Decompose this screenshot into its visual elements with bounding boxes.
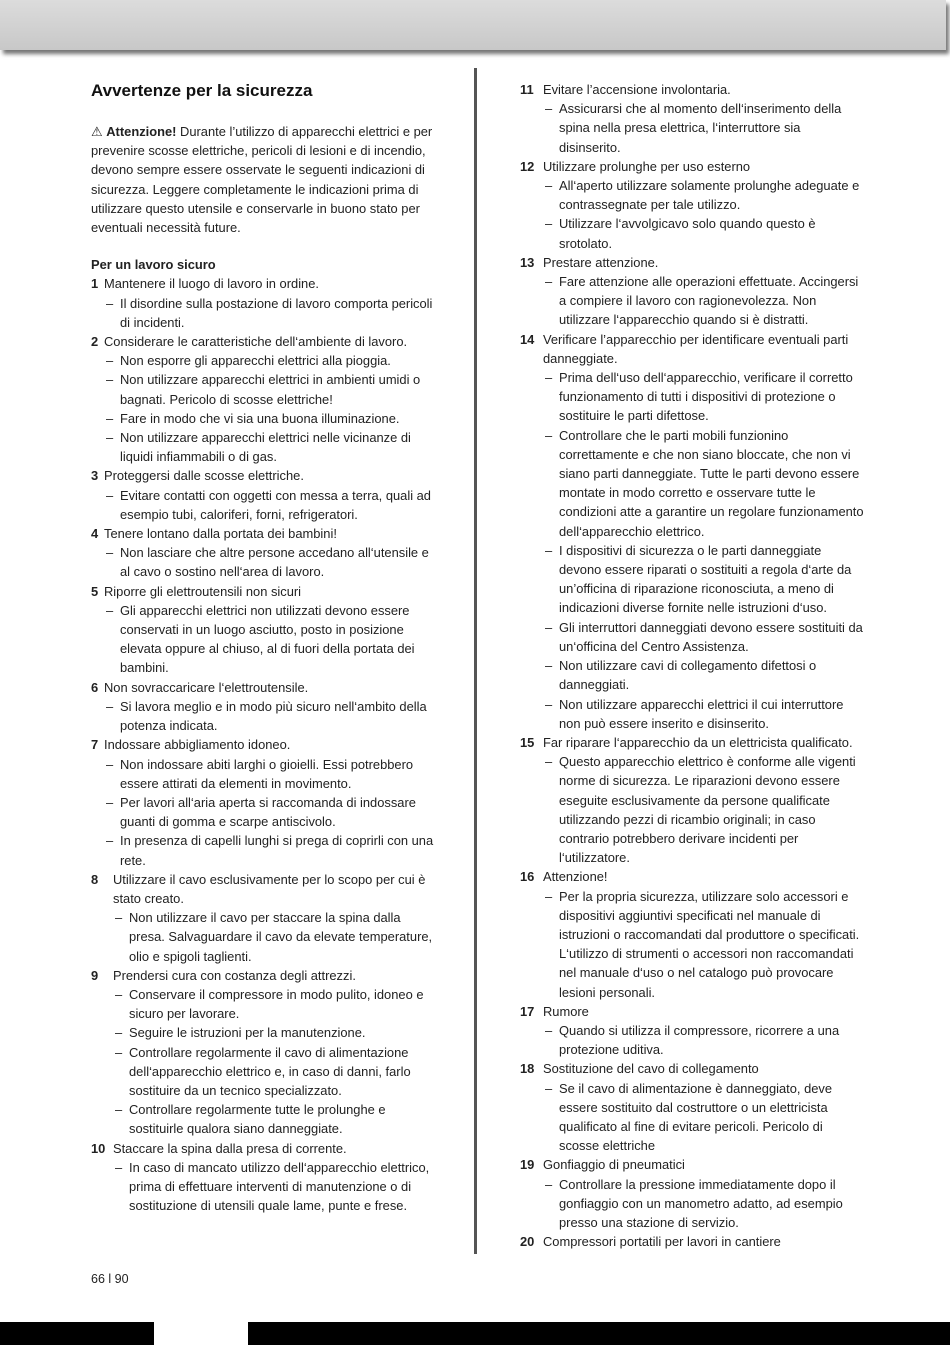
sub-point-text: Non utilizzare cavi di collegamento difettosi o danneggiati. xyxy=(559,658,817,693)
sub-point-text: Questo apparecchio elettrico è conforme alle vigenti norme di sicurezza. Le riparazioni devono essere eseguite esclusivamente da persone qualificate utilizzando pezzi di ricambio originali; in caso contrario potrebbero derivare incidenti per l‘utilizzatore. xyxy=(559,754,856,866)
safety-item xyxy=(520,80,865,157)
sub-point-text: Gli apparecchi elettrici non utilizzati devono essere conservati in un luogo asciutto, posto in posizione elevata oppure al chiuso, al di fuori della portata dei bambini. xyxy=(120,602,415,676)
sub-point-text: Controllare la pressione immediatamente dopo il gonfiaggio con un manometro adatto, ad esempio presso una stazione di servizio. xyxy=(559,1176,843,1230)
sub-point-text: Gli interruttori danneggiati devono essere sostituiti da un‘officina del Centro Assistenza. xyxy=(559,619,863,654)
item-number: 10 xyxy=(91,1140,106,1156)
dash-bullet: – xyxy=(545,754,553,770)
sub-point-text: Non lasciare che altre persone accedano all‘utensile e al cavo o sostino nell‘area di lavoro. xyxy=(120,545,429,580)
safety-item-heading xyxy=(91,524,436,543)
sub-point-text: Si lavora meglio e in modo più sicuro nell‘ambito della potenza indicata. xyxy=(120,698,427,734)
sub-point xyxy=(91,543,436,581)
dash-bullet: – xyxy=(106,794,114,810)
item-title: Tenere lontano dalla portata dei bambini! xyxy=(104,526,337,542)
safety-item-heading xyxy=(520,1232,865,1251)
safety-item-heading xyxy=(91,735,436,754)
sub-point-text: Fare attenzione alle operazioni effettuate. Accingersi a compiere il lavoro con ragionevolezza. Non utilizzare l‘apparecchio quando si è distratti. xyxy=(559,274,859,328)
safety-item-heading xyxy=(520,867,865,886)
sub-point xyxy=(91,409,436,428)
sub-point xyxy=(520,1175,865,1233)
sub-point xyxy=(520,656,865,694)
dash-bullet: – xyxy=(545,274,553,290)
dash-bullet: – xyxy=(545,1176,553,1192)
dash-bullet: – xyxy=(106,756,114,772)
sub-point xyxy=(91,428,436,466)
item-title: Evitare l’accensione involontaria. xyxy=(543,82,731,97)
item-number: 20 xyxy=(520,1234,535,1250)
item-title: Attenzione! xyxy=(543,869,608,885)
safety-item xyxy=(520,1232,865,1251)
sub-point xyxy=(91,370,436,408)
dash-bullet: – xyxy=(545,101,553,117)
safety-item xyxy=(520,867,865,1001)
intro-paragraph xyxy=(91,122,436,237)
item-number: 3 xyxy=(91,468,99,484)
item-title: Sostituzione del cavo di collegamento xyxy=(543,1061,759,1077)
intro-attention-label: Attenzione! xyxy=(106,124,177,139)
right-item-list xyxy=(520,80,865,1251)
sub-point-text: Prima dell‘uso dell‘apparecchio, verificare il corretto funzionamento di tutti i dispositivi di protezione o sostituire le parti difettose. xyxy=(559,370,853,424)
dash-bullet: – xyxy=(106,602,114,618)
item-title: Compressori portatili per lavori in cantiere xyxy=(543,1234,781,1250)
sub-point-text: Non utilizzare apparecchi elettrici il cui interruttore non può essere inserito e disinserito. xyxy=(559,696,844,731)
safety-item xyxy=(520,1059,865,1155)
safety-item xyxy=(520,1155,865,1232)
dash-bullet: – xyxy=(106,295,114,311)
item-number: 2 xyxy=(91,334,99,350)
dash-bullet: – xyxy=(106,372,114,388)
warning-icon: ⚠ xyxy=(91,124,103,139)
dash-bullet: – xyxy=(106,487,114,503)
safety-item-heading xyxy=(520,157,865,176)
safety-item xyxy=(91,966,436,1139)
item-title: Riporre gli elettroutensili non sicuri xyxy=(104,583,302,599)
sub-point-text: Non esporre gli apparecchi elettrici alla pioggia. xyxy=(120,353,391,369)
sub-point-text: Controllare regolarmente il cavo di alimentazione dell‘apparecchio elettrico e, in caso di danni, farlo sostituire da un tecnico specializzato. xyxy=(129,1044,411,1098)
sub-point-text: All‘aperto utilizzare solamente prolunghe adeguate e contrassegnate per tale utilizzo. xyxy=(559,178,860,213)
dash-bullet: – xyxy=(545,658,553,674)
safety-item-heading xyxy=(520,1002,865,1021)
dash-bullet: – xyxy=(106,410,114,426)
sub-point-text: Utilizzare l‘avvolgicavo solo quando questo è srotolato. xyxy=(559,216,816,251)
item-number: 1 xyxy=(91,276,99,292)
sub-point-text: Controllare che le parti mobili funzionino correttamente e che non siano bloccate, che non vi siano parti danneggiate. Tutte le parti devono essere montate in modo corretto e osservare tutte le condizioni atte a garantire un regolare funzionamento dell‘apparecchio elettrico. xyxy=(559,427,864,539)
sub-point-text: In presenza di capelli lunghi si prega di coprirli con una rete. xyxy=(120,833,434,868)
item-number: 17 xyxy=(520,1003,535,1019)
safety-item-heading xyxy=(91,582,436,601)
dash-bullet: – xyxy=(545,542,553,558)
safety-item xyxy=(520,253,865,330)
dash-bullet: – xyxy=(115,1102,123,1118)
item-number: 8 xyxy=(91,871,99,887)
item-number: 6 xyxy=(91,679,99,695)
sub-point xyxy=(91,755,436,793)
sub-point xyxy=(91,294,436,332)
item-title: Far riparare l‘apparecchio da un elettricista qualificato. xyxy=(543,734,853,750)
item-title: Prendersi cura con costanza degli attrezzi. xyxy=(113,967,356,983)
sub-point-text: I dispositivi di sicurezza o le parti danneggiate devono essere riparati o sostituiti a regola d‘arte da un’officina di riparazione riconosciuta, a meno di indicazioni diverse fornite nelle istruzioni d‘uso. xyxy=(559,542,852,616)
safety-item xyxy=(91,582,436,678)
dash-bullet: – xyxy=(545,888,553,904)
item-title: Indossare abbigliamento idoneo. xyxy=(104,737,291,753)
dash-bullet: – xyxy=(106,698,114,714)
column-divider xyxy=(474,68,477,1254)
footer-bar-left xyxy=(0,1322,154,1345)
item-number: 13 xyxy=(520,254,535,270)
sub-point xyxy=(520,1021,865,1059)
item-number: 12 xyxy=(520,158,535,174)
dash-bullet: – xyxy=(106,833,114,849)
safety-item-heading xyxy=(520,1059,865,1078)
item-title: Verificare l’apparecchio per identificare eventuali parti danneggiate. xyxy=(543,331,849,366)
sub-point xyxy=(520,695,865,733)
dash-bullet: – xyxy=(115,910,123,926)
sub-point-text: Il disordine sulla postazione di lavoro comporta pericoli di incidenti. xyxy=(120,295,433,330)
safety-item-heading xyxy=(91,870,436,908)
safety-item-heading xyxy=(91,678,436,697)
safety-item-heading xyxy=(520,733,865,752)
dash-bullet: – xyxy=(545,216,553,232)
item-number: 15 xyxy=(520,734,535,750)
item-title: Gonfiaggio di pneumatici xyxy=(543,1157,685,1173)
dash-bullet: – xyxy=(545,1022,553,1038)
right-column xyxy=(520,80,865,1251)
sub-point xyxy=(91,1158,436,1216)
sub-point-text: Assicurarsi che al momento dell‘inserimento della spina nella presa elettrica, l‘interruttore sia disinserito. xyxy=(559,101,842,155)
sub-point xyxy=(520,176,865,214)
safety-item xyxy=(520,330,865,733)
safety-item-heading xyxy=(91,332,436,351)
sub-point xyxy=(91,831,436,869)
item-title: Staccare la spina dalla presa di corrente. xyxy=(113,1140,347,1156)
dash-bullet: – xyxy=(115,1025,123,1041)
item-title: Utilizzare il cavo esclusivamente per lo scopo per cui è stato creato. xyxy=(113,871,426,906)
item-number: 19 xyxy=(520,1157,535,1173)
sub-point xyxy=(91,351,436,370)
sub-point xyxy=(520,752,865,867)
item-number: 4 xyxy=(91,526,99,542)
sub-point-text: Evitare contatti con oggetti con messa a terra, quali ad esempio tubi, caloriferi, forni, refrigeratori. xyxy=(120,487,431,522)
dash-bullet: – xyxy=(545,178,553,194)
item-title: Considerare le caratteristiche dell‘ambiente di lavoro. xyxy=(104,334,408,350)
safety-item xyxy=(91,524,436,582)
sub-point xyxy=(91,486,436,524)
dash-bullet: – xyxy=(115,1159,123,1175)
dash-bullet: – xyxy=(115,986,123,1002)
sub-point-text: Non utilizzare apparecchi elettrici nelle vicinanze di liquidi infiammabili o di gas. xyxy=(120,430,411,465)
sub-point-text: Non utilizzare il cavo per staccare la spina dalla presa. Salvaguardare il cavo da elevate temperature, olio e spigoli taglienti. xyxy=(129,910,433,964)
item-title: Utilizzare prolunghe per uso esterno xyxy=(543,158,751,174)
item-number: 7 xyxy=(91,737,99,753)
page-number: 66 l 90 xyxy=(91,1272,129,1286)
sub-point xyxy=(91,697,436,735)
sub-point xyxy=(91,1023,436,1042)
safety-item xyxy=(91,1139,436,1216)
item-number: 14 xyxy=(520,331,535,347)
sub-point xyxy=(91,793,436,831)
item-title: Non sovraccaricare l‘elettroutensile. xyxy=(104,679,309,695)
sub-point-text: Non indossare abiti larghi o gioielli. Essi potrebbero essere attirati da elementi in movimento. xyxy=(120,756,414,791)
sub-point-text: Non utilizzare apparecchi elettrici in ambienti umidi o bagnati. Pericolo di scosse elettriche! xyxy=(120,372,421,407)
sub-point-text: Se il cavo di alimentazione è danneggiato, deve essere sostituito dal costruttore o un elettricista qualificato al fine di evitare pericoli. Pericolo di scosse elettriche xyxy=(559,1080,833,1154)
safety-item-heading xyxy=(520,80,865,99)
safety-item xyxy=(520,157,865,253)
sub-point xyxy=(91,908,436,966)
safety-item-heading xyxy=(91,966,436,985)
safety-item xyxy=(91,332,436,466)
safety-item xyxy=(91,870,436,966)
sub-point xyxy=(520,99,865,157)
sub-point-text: Quando si utilizza il compressore, ricorrere a una protezione uditiva. xyxy=(559,1022,840,1058)
sub-point-text: In caso di mancato utilizzo dell‘apparecchio elettrico, prima di effettuare interventi di manutenzione o di sostituzione di utensili quale lame, punte e frese. xyxy=(129,1159,430,1214)
safety-item xyxy=(520,733,865,867)
dash-bullet: – xyxy=(106,353,114,369)
sub-point xyxy=(520,272,865,330)
sub-point xyxy=(520,214,865,252)
safety-item-heading xyxy=(91,466,436,485)
sub-point xyxy=(520,368,865,426)
safety-item-heading xyxy=(520,253,865,272)
sub-point xyxy=(520,1079,865,1156)
item-number: 5 xyxy=(91,583,99,599)
sub-point-text: Seguire le istruzioni per la manutenzione. xyxy=(129,1025,366,1041)
header-bar xyxy=(0,0,946,50)
sub-point xyxy=(520,541,865,618)
safety-item xyxy=(520,1002,865,1060)
safety-item xyxy=(91,466,436,524)
sub-point-text: Per lavori all‘aria aperta si raccomanda di indossare guanti di gomma e scarpe antiscivolo. xyxy=(120,794,416,830)
sub-point xyxy=(91,1100,436,1138)
item-title: Prestare attenzione. xyxy=(543,254,659,270)
sub-point xyxy=(91,1043,436,1101)
left-column xyxy=(91,80,436,1215)
safety-item-heading xyxy=(520,1155,865,1174)
sub-point-text: Conservare il compressore in modo pulito, idoneo e sicuro per lavorare. xyxy=(129,986,424,1022)
left-item-list xyxy=(91,274,436,1215)
safety-item-heading xyxy=(520,330,865,368)
item-title: Rumore xyxy=(543,1003,589,1019)
sub-point xyxy=(520,618,865,656)
item-title: Proteggersi dalle scosse elettriche. xyxy=(104,468,304,484)
sub-point xyxy=(520,887,865,1002)
sub-point xyxy=(520,426,865,541)
footer-bar-right xyxy=(248,1322,950,1345)
sub-point xyxy=(91,985,436,1023)
dash-bullet: – xyxy=(115,1044,123,1060)
dash-bullet: – xyxy=(545,370,553,386)
dash-bullet: – xyxy=(545,1080,553,1096)
item-number: 11 xyxy=(520,82,534,97)
safety-item xyxy=(91,678,436,736)
item-number: 18 xyxy=(520,1061,535,1077)
page-title: Avvertenze per la sicurezza xyxy=(91,81,313,100)
safety-item-heading xyxy=(91,1139,436,1158)
dash-bullet: – xyxy=(545,427,553,443)
item-number: 16 xyxy=(520,869,535,885)
safety-item-heading xyxy=(91,274,436,293)
sub-point xyxy=(91,601,436,678)
intro-text: Durante l’utilizzo di apparecchi elettrici e per prevenire scosse elettriche, pericoli di lesioni e di incendio, devono sempre essere osservate le seguenti indicazioni di sicurezza. Leggere completamente le indicazioni prima di utilizzare questo utensile e conservarle in buono stato per eventuali necessità future. xyxy=(91,124,433,236)
item-number: 9 xyxy=(91,967,99,983)
section-subheading: Per un lavoro sicuro xyxy=(91,257,216,273)
dash-bullet: – xyxy=(545,619,553,635)
sub-point-text: Fare in modo che vi sia una buona illuminazione. xyxy=(120,410,400,426)
dash-bullet: – xyxy=(545,696,553,712)
sub-point-text: Per la propria sicurezza, utilizzare solo accessori e dispositivi aggiuntivi specificati nel manuale di istruzioni o raccomandati dal produttore o specificati. L‘utilizzo di strumenti o accessori non raccomandati nel manuale d‘uso o nel catalogo può provocare lesioni personali. xyxy=(559,888,860,1000)
dash-bullet: – xyxy=(106,430,114,446)
safety-item xyxy=(91,274,436,332)
item-title: Mantenere il luogo di lavoro in ordine. xyxy=(104,276,319,292)
safety-item xyxy=(91,735,436,869)
sub-point-text: Controllare regolarmente tutte le prolunghe e sostituirle qualora siano danneggiate. xyxy=(129,1102,386,1137)
dash-bullet: – xyxy=(106,545,114,561)
